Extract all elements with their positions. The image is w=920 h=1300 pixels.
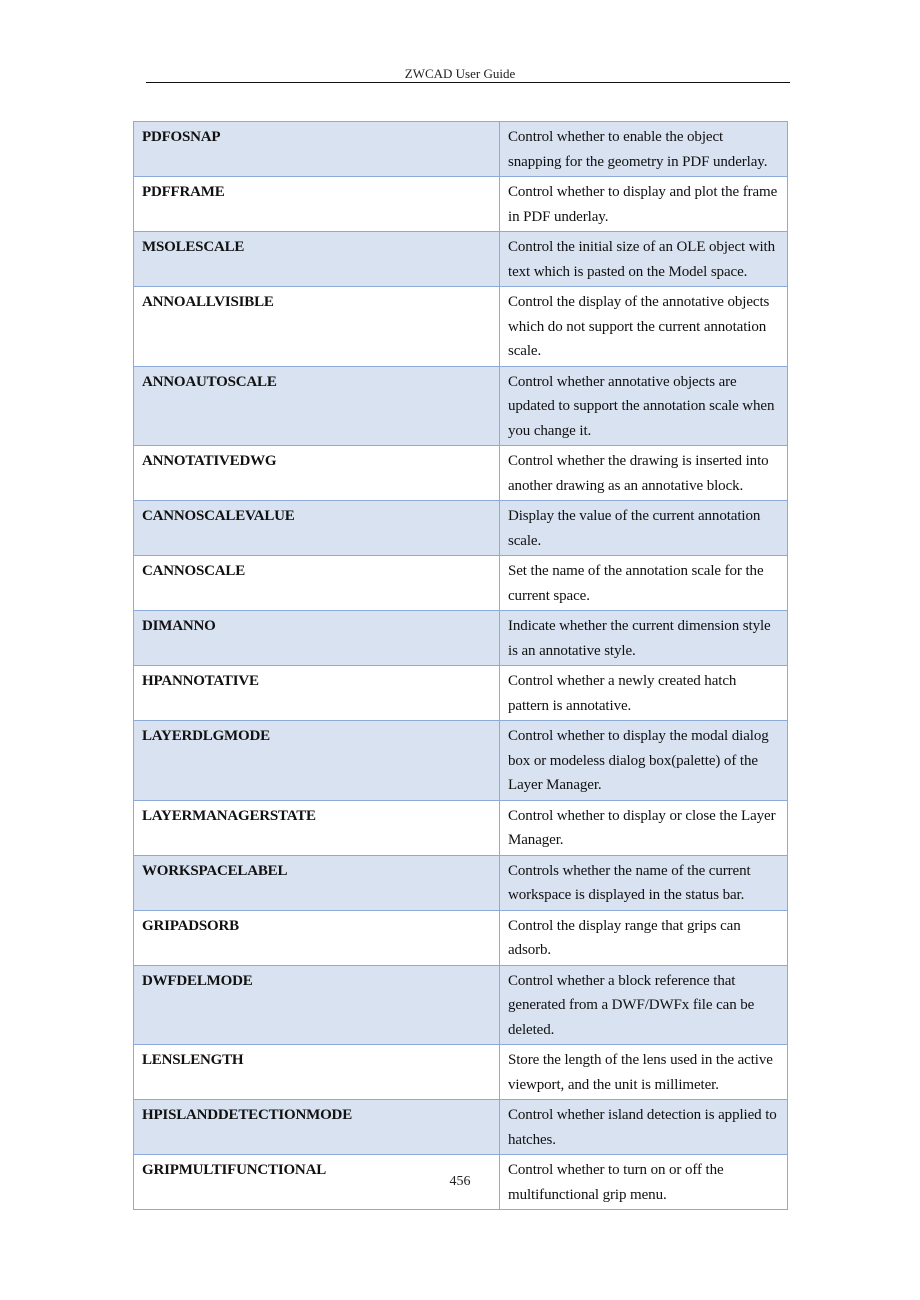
variable-description: Controls whether the name of the current workspace is displayed in the status bar.: [500, 855, 788, 910]
table-row: [134, 287, 788, 367]
variable-description: Control whether to display the modal dialog box or modeless dialog box(palette) of the Layer Manager.: [500, 721, 788, 801]
table-row: [134, 446, 788, 501]
header-rule: [146, 82, 790, 83]
variable-description: Indicate whether the current dimension style is an annotative style.: [500, 611, 788, 666]
table-row: [134, 721, 788, 801]
variable-name: CANNOSCALEVALUE: [134, 501, 500, 556]
variable-description: Control the initial size of an OLE object with text which is pasted on the Model space.: [500, 232, 788, 287]
variable-name: GRIPMULTIFUNCTIONAL: [134, 1155, 500, 1210]
page-header-title: ZWCAD User Guide: [404, 66, 516, 81]
table-row: [134, 965, 788, 1045]
variable-name: DWFDELMODE: [134, 965, 500, 1045]
variable-description: Display the value of the current annotation scale.: [500, 501, 788, 556]
variable-name: ANNOTATIVEDWG: [134, 446, 500, 501]
variable-name: PDFOSNAP: [134, 122, 500, 177]
variable-name: WORKSPACELABEL: [134, 855, 500, 910]
variable-name: LAYERDLGMODE: [134, 721, 500, 801]
variable-description: Control whether to enable the object snapping for the geometry in PDF underlay.: [500, 122, 788, 177]
variable-description: Store the length of the lens used in the active viewport, and the unit is millimeter.: [500, 1045, 788, 1100]
variable-name: GRIPADSORB: [134, 910, 500, 965]
variable-name: ANNOAUTOSCALE: [134, 366, 500, 446]
variable-name: PDFFRAME: [134, 177, 500, 232]
table-row: [134, 855, 788, 910]
table-row: [134, 122, 788, 177]
page-number: 456: [449, 1174, 471, 1189]
variable-name: LAYERMANAGERSTATE: [134, 800, 500, 855]
variable-name: CANNOSCALE: [134, 556, 500, 611]
variable-name: MSOLESCALE: [134, 232, 500, 287]
variable-description: Control whether to turn on or off the multifunctional grip menu.: [500, 1155, 788, 1210]
table-row: [134, 611, 788, 666]
variable-description: Control whether to display or close the Layer Manager.: [500, 800, 788, 855]
variable-description: Control the display of the annotative objects which do not support the current annotation scale.: [500, 287, 788, 367]
variable-description: Control the display range that grips can adsorb.: [500, 910, 788, 965]
variable-description: Control whether island detection is applied to hatches.: [500, 1100, 788, 1155]
table-row: [134, 232, 788, 287]
variable-name: LENSLENGTH: [134, 1045, 500, 1100]
table-row: [134, 1045, 788, 1100]
table-row: [134, 1100, 788, 1155]
variable-description: Control whether the drawing is inserted into another drawing as an annotative block.: [500, 446, 788, 501]
table-body: [134, 122, 788, 1210]
variable-name: ANNOALLVISIBLE: [134, 287, 500, 367]
variable-name: HPISLANDDETECTIONMODE: [134, 1100, 500, 1155]
variable-name: HPANNOTATIVE: [134, 666, 500, 721]
table-row: [134, 501, 788, 556]
variable-description: Control whether a newly created hatch pattern is annotative.: [500, 666, 788, 721]
variable-description: Control whether to display and plot the frame in PDF underlay.: [500, 177, 788, 232]
variable-name: DIMANNO: [134, 611, 500, 666]
variable-description: Set the name of the annotation scale for the current space.: [500, 556, 788, 611]
table-row: [134, 177, 788, 232]
system-variables-table: [133, 121, 788, 1210]
table-row: [134, 366, 788, 446]
table-row: [134, 666, 788, 721]
table-row: [134, 910, 788, 965]
variable-description: Control whether annotative objects are updated to support the annotation scale when you change it.: [500, 366, 788, 446]
table-row: [134, 556, 788, 611]
table-row: [134, 800, 788, 855]
variable-description: Control whether a block reference that generated from a DWF/DWFx file can be deleted.: [500, 965, 788, 1045]
